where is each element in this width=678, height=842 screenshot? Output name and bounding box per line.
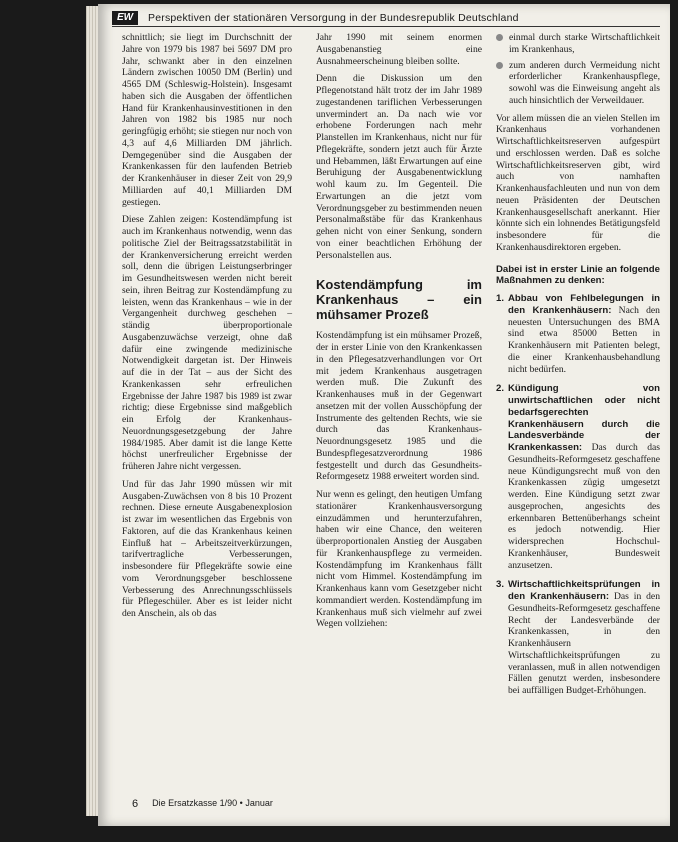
bullet-item: [496, 60, 660, 107]
section-heading: Kostendämpfung im Krankenhaus – ein mühsamer Prozeß: [316, 277, 482, 323]
item-text: Nach den neuesten Untersuchungen des BMA sind etwa 85000 Betten in Krankenhäusern mit Patienten belegt, die einer Krankenhausbehandlung nicht bedürfen.: [508, 304, 660, 375]
bullet-icon: [496, 62, 503, 69]
bullet-text: zum anderen durch Vermeidung nicht erforderlicher Krankenhauspflege, sowohl was die Einweisung angeht als auch hinsichtlich der Verweildauer.: [509, 59, 660, 106]
header-title: Perspektiven der stationären Versorgung in der Bundesrepublik Deutschland: [148, 12, 519, 24]
item-number: 3.: [496, 579, 505, 591]
bullet-icon: [496, 34, 503, 41]
list-item: [496, 293, 660, 375]
paragraph: Jahr 1990 mit seinem enormen Ausgabenanstieg eine Ausnahmeerscheinung bleiben sollte.: [316, 32, 482, 67]
list-item: [496, 579, 660, 697]
column-2: [316, 32, 482, 636]
page-footer: [132, 798, 273, 810]
item-text: Das durch das Gesundheits-Reformgesetz geschaffene neue Kündigungsrecht muß von den Krankenkassen zügig umgesetzt werden. Eine Kündigung setzt zwar ausgeprochen, angesichts des erkennbaren Bettenüberhangs scheint es jedoch notwendig. Hier widersprechen Hochschul-Krankenhäuser, Bundesweit anzusetzen.: [508, 442, 660, 571]
paragraph: schnittlich; sie liegt im Durchschnitt der Jahre von 1979 bis 1987 bei 5697 DM pro Jahr, schwankt aber in den einzelnen Ländern zwischen 10050 DM (Berlin) und 4565 DM (Schleswig-Holstein). Insgesamt haben sich die Ausgaben der öffentlichen Hand für Krankenhausinvestitionen in den Jahren von 1982 bis 1985 nur noch geringfügig erhöht; sie stiegen nur noch von 4,3 auf 4,6 Milliarden DM jährlich. Demgegenüber sind die Ausgaben der Krankenkassen für den laufenden Betrieb der Krankenhäuser in dieser Zeit von 29,9 Milliarden auf 40,1 Milliarden DM gestiegen.: [122, 32, 292, 208]
bullet-text: einmal durch starke Wirtschaftlichkeit im Krankenhaus,: [509, 32, 660, 55]
paragraph: Kostendämpfung ist ein mühsamer Prozeß, der in erster Linie von den Krankenkassen in den Pflegesatzverhandlungen vor Ort mit jedem Krankenhaus ausgetragen werden muß. Die Zukunft des Krankenhauses muß in der Gegenwart ansetzen mit der vollen Ausschöpfung der Instrumente des geltenden Rechts, wie sie durch das Krankenhaus-Neuordnungsgesetz 1985 und die Bundespflegesatzverordnung 1986 festgestellt und durch das Gesundheits-Reformgesetz 1988 erweitert worden sind.: [316, 330, 482, 483]
item-title: Abbau von Fehlbelegungen in den Krankenhäusern:: [508, 293, 660, 316]
list-item: [496, 383, 660, 571]
paragraph: Und für das Jahr 1990 müssen wir mit Ausgaben-Zuwächsen von 8 bis 10 Prozent rechnen. Diese erneute Ausgabenexplosion ist zwar im wesentlichen das Ergebnis von Faktoren, auf die das Krankenhaus keinen Einfluß hat – Arbeitszeitverkürzungen, tarifvertragliche Verbesserungen, insbesondere für Pflegekräfte sowie eine vom Verordnungsgeber beschlossene Verbesserung des Anrechnungsschlüssels für Pflegeschüler. Aber es ist leider nicht den Anschein, als ob das: [122, 478, 292, 619]
paragraph: Denn die Diskussion um den Pflegenotstand hält trotz der im Jahr 1989 zugestandenen tariflichen Verbesserungen unvermindert an. Da nach wie vor erhobene Forderungen nach mehr Planstellen im Krankenhaus, nicht nur für Pflegekräfte, sondern jetzt auch für Ärzte und Hebammen, läßt Erwartungen auf eine Beruhigung der Ausgabenentwicklung wohl kaum zu. Im Gegenteil. Die Erwartungen an die jetzt vom Verordnungsgeber zu bestimmenden neuen Personalmaßstäbe für das Krankenhaus gehen nicht von einer Senkung, sondern von einer beachtlichen Erhöhung der Personalstellen aus.: [316, 73, 482, 261]
item-number: 2.: [496, 383, 505, 395]
item-number: 1.: [496, 293, 505, 304]
paragraph: Vor allem müssen die an vielen Stellen im Krankenhaus vorhandenen Wirtschaftlichkeitsreserven aufgespürt und erschlossen werden. Daß es solche Wirtschaftlichkeitsreserven gibt, wird auch von namhaften Krankenhausfachleuten und nun von dem neuen Präsidenten der Deutschen Krankenhausgesellschaft anerkannt. Hier könnte sich ein lohnendes Betätigungsfeld insbesondere für die Krankenhausdirektoren ergeben.: [496, 112, 660, 253]
item-title: Kündigung von unwirtschaftlichen oder nicht bedarfsgerechten Krankenhäusern durch die Landesverbände der Krankenkassen:: [508, 383, 660, 453]
item-text: Das in den Gesundheits-Reformgesetz geschaffene Recht der Landesverbände der Krankenkassen, in den Krankenhäusern Wirtschaftlichkeitsprüfungen zu veranlassen, muß in allen notwendigen Fällen genutzt werden, insbesondere bei auffälligen Budget-Erhöhungen.: [508, 591, 660, 696]
column-3: [496, 32, 660, 705]
magazine-page: [98, 4, 670, 826]
paragraph: Diese Zahlen zeigen: Kostendämpfung ist auch im Krankenhaus notwendig, wenn das politische Ziel der Beitragssatzstabilität in der Krankenversicherung erreicht werden soll, denn die übrigen Leistungserbringer im Gesundheitswesen werden nicht bereit sein, ihren Beitrag zur Kostendämpfung zu leisten, wenn das Krankenhaus – wie in der Vergangenheit durchweg geschehen – ständig überproportionale Ausgabenzuwächse verzeigt, ohne daß dafür eine zwingende medizinische Notwendigkeit dargetan ist. Der Hinweis auf die in der Tat – aus der Sicht des Krankenkassen sehr erfreulichen Ergebnisse der Jahre 1987 bis 1989 ist zwar richtig; diese Ergebnisse sind maßgeblich ein Erfolg der Krankenhaus-Neuordnungsgesetzgebung der Jahre 1984/1985. Aber damit ist die lange Kette höchst unerfreulicher Ergebnisse der früheren Jahre nicht vergessen.: [122, 214, 292, 472]
page-number: 6: [132, 798, 139, 810]
running-header: [112, 10, 660, 27]
bullet-item: [496, 32, 660, 56]
paragraph: Nur wenn es gelingt, den heutigen Umfang stationärer Krankenhausversorgung einzudämmen und herunterzufahren, haben wir eine Chance, den weiteren überproportionalen Anstieg der Ausgaben für Krankenhauspflege zu vermeiden. Kostendämpfung im Krankenhaus fällt nicht vom Himmel. Kostendämpfung im Krankenhaus kann vom Gesetzgeber nicht kommandiert werden. Kostendämpfung im Krankenhaus muß sich vielmehr auf zwei Wegen vollziehen:: [316, 489, 482, 630]
list-intro: Dabei ist in erster Linie an folgende Maßnahmen zu denken:: [496, 263, 660, 287]
publisher-logo: EW: [112, 11, 138, 25]
item-title: Wirtschaftlichkeitsprüfungen in den Krankenhäusern:: [508, 579, 660, 602]
footer-source: Die Ersatzkasse 1/90 • Januar: [152, 798, 273, 808]
column-1: [122, 32, 292, 626]
